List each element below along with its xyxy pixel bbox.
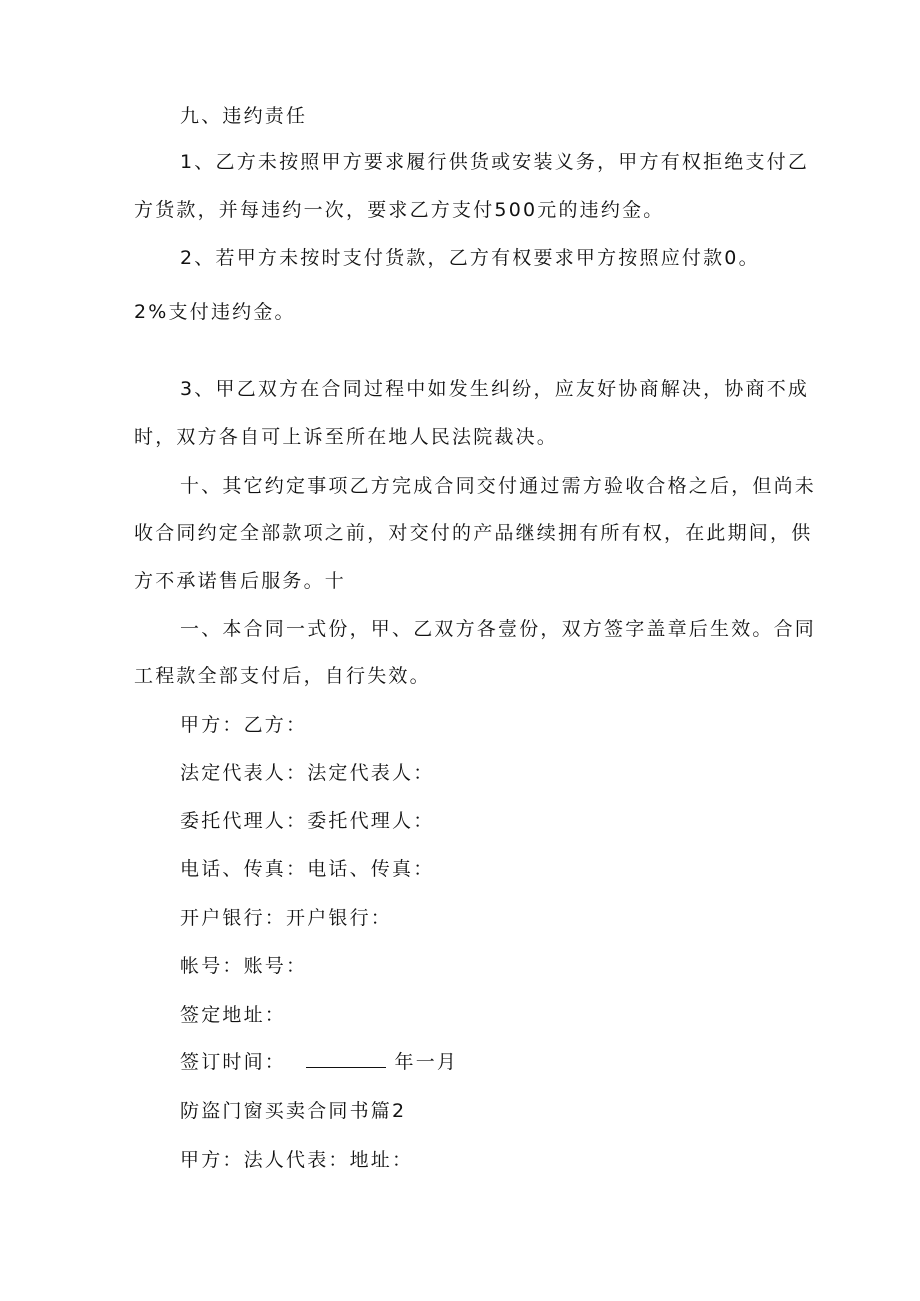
section-heading-other: 十、其它约定事项乙方完成合同交付通过需方验收合格之后，但尚未 (180, 475, 817, 497)
paragraph-line: 方不承诺售后服务。十 (134, 570, 347, 592)
paragraph-line: 工程款全部支付后，自行失效。 (134, 665, 431, 687)
paragraph-line: 2%支付违约金。 (134, 301, 296, 323)
signature-account-line: 帐号：账号： (180, 955, 308, 977)
paragraph-line: 2、若甲方未按时支付货款，乙方有权要求甲方按照应付款0。 (180, 247, 760, 269)
party-info-line: 甲方：法人代表：地址： (180, 1149, 414, 1171)
paragraph-line: 1、乙方未按照甲方要求履行供货或安装义务，甲方有权拒绝支付乙 (180, 151, 810, 173)
paragraph-line: 3、甲乙双方在合同过程中如发生纠纷，应友好协商解决，协商不成 (180, 378, 810, 400)
signature-date-suffix: 年一月 (394, 1051, 459, 1073)
paragraph-line: 收合同约定全部款项之前，对交付的产品继续拥有所有权，在此期间，供 (134, 522, 813, 544)
section-heading-breach: 九、违约责任 (180, 105, 308, 127)
signature-legal-rep-line: 法定代表人：法定代表人： (180, 762, 435, 784)
signature-agent-line: 委托代理人：委托代理人： (180, 810, 435, 832)
signature-date-line (180, 1049, 458, 1075)
paragraph-line: 时，双方各自可上诉至所在地人民法院裁决。 (134, 426, 559, 448)
paragraph-line: 方货款，并每违约一次，要求乙方支付500元的违约金。 (134, 199, 665, 221)
signature-date-label: 签订时间： (180, 1051, 287, 1073)
signature-address-line: 签定地址： (180, 1004, 287, 1026)
signature-phone-line: 电话、传真：电话、传真： (180, 858, 435, 880)
paragraph-line: 一、本合同一式份，甲、乙双方各壹份，双方签字盖章后生效。合同 (180, 618, 817, 640)
signature-party-line: 甲方：乙方： (180, 714, 308, 736)
signature-bank-line: 开户银行：开户银行： (180, 907, 393, 929)
date-blank (306, 1049, 386, 1068)
section-title-contract-2: 防盗门窗买卖合同书篇2 (180, 1100, 407, 1122)
